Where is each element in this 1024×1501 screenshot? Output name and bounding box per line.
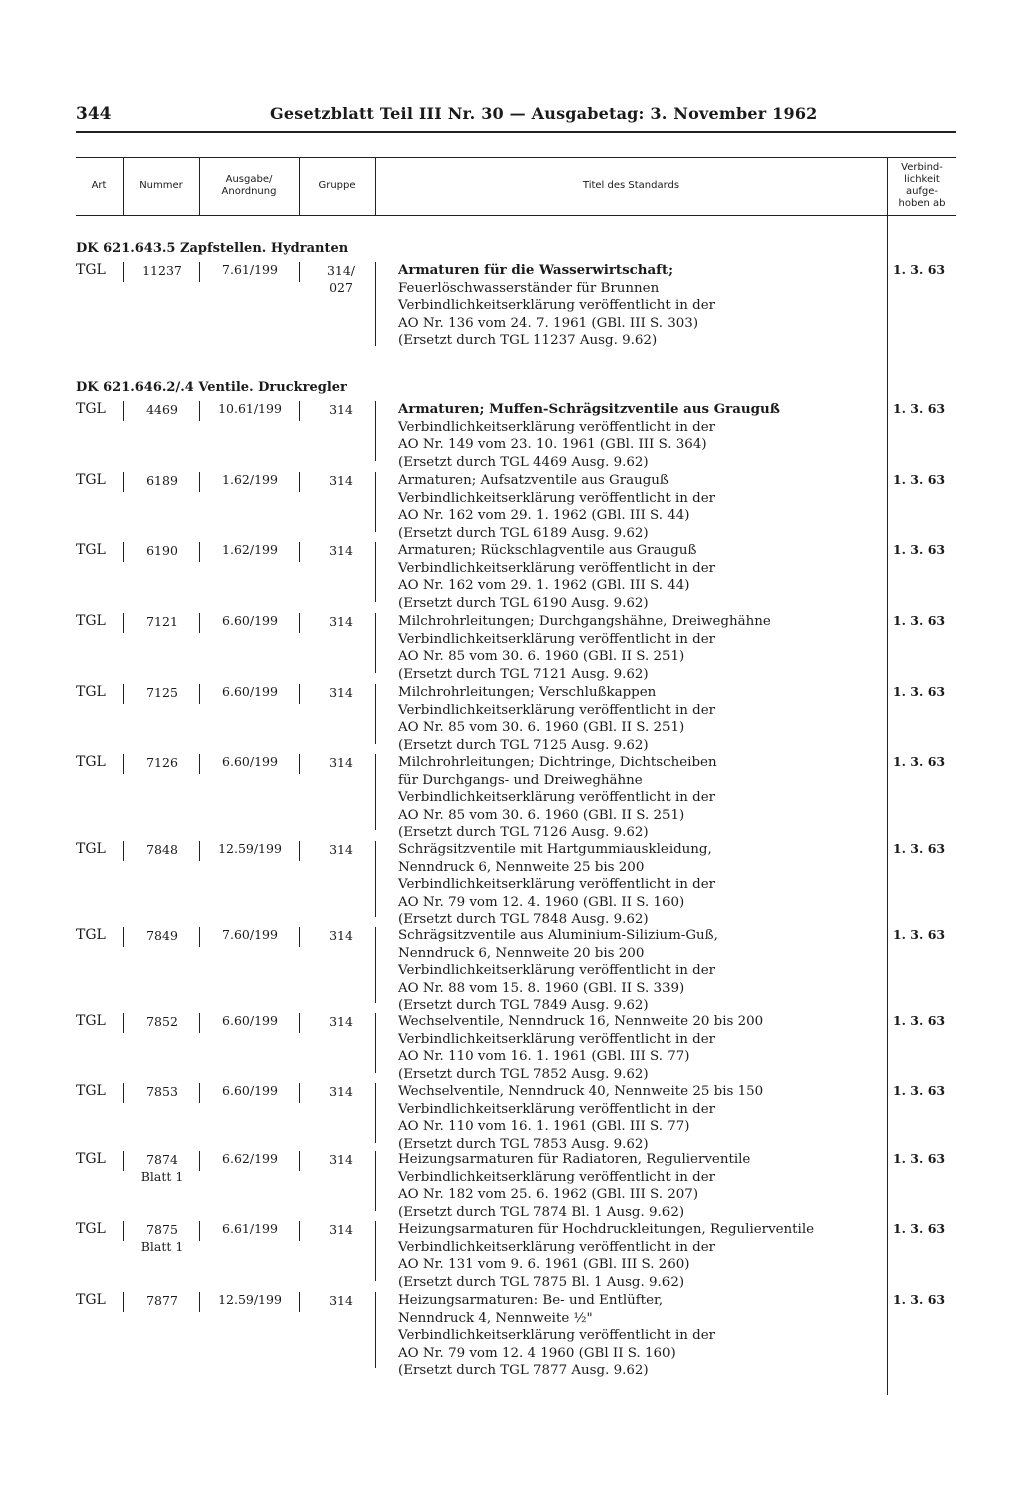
cell-divider (375, 927, 376, 1003)
cell-ausgabe: 6.60/199 (222, 684, 278, 699)
cell-art: TGL (76, 542, 106, 558)
cell-art: TGL (76, 472, 106, 488)
cell-divider (299, 472, 300, 492)
cell-art: TGL (76, 927, 106, 943)
cell-divider (299, 927, 300, 947)
nummer-value: 7853 (146, 1084, 178, 1099)
gruppe-value: 314/ (326, 263, 356, 278)
cell-ausgabe: 1.62/199 (222, 542, 278, 557)
cell-divider (375, 401, 376, 461)
cell-divider (123, 754, 124, 774)
nummer-value: 7852 (146, 1014, 178, 1029)
cell-divider (299, 262, 300, 282)
titel-line: AO Nr. 85 vom 30. 6. 1960 (GBl. II S. 251) (398, 720, 685, 735)
nummer-value: 7121 (146, 614, 178, 629)
cell-gruppe (306, 613, 376, 630)
cell-ausgabe: 12.59/199 (218, 1292, 282, 1307)
titel-line: Verbindlichkeitserklärung veröffentlicht in der (398, 1328, 716, 1343)
cell-divider (123, 1292, 124, 1312)
cell-divider (299, 542, 300, 562)
cell-gruppe (306, 684, 376, 701)
titel-line: Feuerlöschwasserständer für Brunnen (398, 280, 660, 296)
page-header (76, 104, 956, 130)
gruppe-value: 314 (329, 842, 353, 857)
cell-aufgehoben-ab: 1. 3. 63 (892, 1013, 946, 1028)
cell-aufgehoben-ab: 1. 3. 63 (892, 542, 946, 557)
gruppe-value: 314 (329, 1293, 353, 1308)
titel-line: Verbindlichkeitserklärung veröffentlicht in der (398, 419, 716, 435)
cell-art: TGL (76, 1221, 106, 1237)
titel-line: (Ersetzt durch TGL 11237 Ausg. 9.62) (398, 333, 658, 348)
titel-line: (Ersetzt durch TGL 7848 Ausg. 9.62) (398, 912, 649, 927)
section-heading: DK 621.646.2/.4 Ventile. Druckregler (76, 380, 347, 395)
gruppe-value: 314 (329, 614, 353, 629)
cell-art: TGL (76, 613, 106, 629)
titel-line: Armaturen; Rückschlagventile aus Grauguß (398, 543, 697, 558)
titel-line: (Ersetzt durch TGL 7126 Ausg. 9.62) (398, 825, 649, 840)
titel-line: AO Nr. 162 vom 29. 1. 1962 (GBl. III S. 44) (398, 508, 690, 523)
titel-line: Armaturen; Muffen-Schrägsitzventile aus Grauguß (398, 401, 780, 417)
titel-line: (Ersetzt durch TGL 7874 Bl. 1 Ausg. 9.62) (398, 1204, 685, 1220)
cell-art: TGL (76, 1013, 106, 1029)
header-rule (76, 131, 956, 133)
cell-divider (299, 613, 300, 633)
cell-divider (199, 1221, 200, 1241)
cell-gruppe (306, 754, 376, 771)
nummer-value: 7125 (146, 685, 178, 700)
cell-nummer (126, 1221, 198, 1255)
titel-line: AO Nr. 79 vom 12. 4. 1960 (GBl. II S. 160) (398, 894, 685, 910)
col-titel-header: Titel des Standards (582, 180, 680, 191)
gruppe-sub: 027 (329, 280, 353, 295)
titel-line: (Ersetzt durch TGL 4469 Ausg. 9.62) (398, 454, 649, 470)
cell-divider (375, 684, 376, 744)
nummer-value: 7126 (146, 755, 178, 770)
titel-line: Verbindlichkeitserklärung veröffentlicht in der (398, 702, 716, 718)
titel-line: Milchrohrleitungen; Verschlußkappen (398, 685, 657, 700)
nummer-blatt: Blatt 1 (140, 1169, 184, 1184)
titel-line: AO Nr. 88 vom 15. 8. 1960 (GBl. II S. 339) (398, 980, 685, 996)
cell-titel (398, 542, 898, 612)
cell-divider (299, 1151, 300, 1171)
titel-line: Heizungsarmaturen für Hochdruckleitungen, Regulierventile (398, 1222, 815, 1237)
titel-line: Verbindlichkeitserklärung veröffentlicht in der (398, 1101, 716, 1117)
cell-titel (398, 841, 898, 929)
cell-divider (299, 1292, 300, 1312)
titel-line: (Ersetzt durch TGL 7125 Ausg. 9.62) (398, 737, 649, 753)
cell-gruppe (306, 1083, 376, 1100)
nummer-value: 11237 (142, 263, 182, 278)
cell-gruppe (306, 927, 376, 944)
cell-aufgehoben-ab: 1. 3. 63 (892, 401, 946, 416)
section-heading: DK 621.643.5 Zapfstellen. Hydranten (76, 241, 349, 256)
cell-gruppe (306, 1221, 376, 1238)
col-gruppe-header: Gruppe (318, 180, 356, 191)
gruppe-value: 314 (329, 1222, 353, 1237)
cell-gruppe (306, 262, 376, 296)
cell-titel (398, 1221, 898, 1291)
page-number: 344 (76, 104, 112, 124)
cell-divider (375, 1221, 376, 1281)
cell-divider (123, 1151, 124, 1171)
titel-line: AO Nr. 131 vom 9. 6. 1961 (GBl. III S. 260) (398, 1257, 690, 1272)
cell-aufgehoben-ab: 1. 3. 63 (892, 1221, 946, 1236)
cell-titel (398, 401, 898, 471)
cell-nummer (126, 542, 198, 559)
cell-ausgabe: 6.61/199 (222, 1221, 278, 1236)
cell-titel (398, 684, 898, 754)
nummer-value: 6189 (146, 473, 178, 488)
cell-aufgehoben-ab: 1. 3. 63 (892, 472, 946, 487)
cell-titel (398, 1292, 898, 1380)
cell-divider (123, 542, 124, 562)
cell-gruppe (306, 1151, 376, 1168)
nummer-value: 7849 (146, 928, 178, 943)
titel-line: Nenndruck 4, Nennweite ½" (398, 1310, 593, 1326)
col-ausgabe-header: Ausgabe/ Anordnung (221, 174, 277, 197)
titel-line: Wechselventile, Nenndruck 16, Nennweite 20 bis 200 (398, 1014, 764, 1029)
cell-nummer (126, 841, 198, 858)
titel-line: Verbindlichkeitserklärung veröffentlicht in der (398, 490, 716, 506)
cell-divider (375, 472, 376, 532)
cell-divider (299, 1013, 300, 1033)
cell-gruppe (306, 1013, 376, 1030)
titel-line: (Ersetzt durch TGL 7877 Ausg. 9.62) (398, 1363, 649, 1378)
cell-gruppe (306, 542, 376, 559)
titel-line: Verbindlichkeitserklärung veröffentlicht in der (398, 877, 716, 892)
cell-ausgabe: 7.60/199 (222, 927, 278, 942)
titel-line: Heizungsarmaturen: Be- und Entlüfter, (398, 1293, 664, 1308)
cell-art: TGL (76, 1292, 106, 1308)
cell-divider (299, 401, 300, 421)
cell-divider (123, 472, 124, 492)
titel-line: (Ersetzt durch TGL 7852 Ausg. 9.62) (398, 1066, 649, 1082)
nummer-value: 7874 (146, 1152, 178, 1167)
titel-line: (Ersetzt durch TGL 7849 Ausg. 9.62) (398, 998, 649, 1013)
cell-divider (123, 684, 124, 704)
titel-line: Verbindlichkeitserklärung veröffentlicht in der (398, 1031, 716, 1047)
table-head-rule (76, 215, 956, 216)
cell-titel (398, 262, 898, 350)
nummer-value: 7848 (146, 842, 178, 857)
cell-aufgehoben-ab: 1. 3. 63 (892, 841, 946, 856)
cell-art: TGL (76, 1083, 106, 1099)
cell-divider (299, 1083, 300, 1103)
cell-divider (375, 1292, 376, 1368)
cell-divider (199, 1151, 200, 1171)
titel-line: AO Nr. 149 vom 23. 10. 1961 (GBl. III S. 364) (398, 437, 707, 452)
col-art-header: Art (91, 180, 107, 191)
cell-divider (299, 754, 300, 774)
cell-divider (123, 401, 124, 421)
cell-art: TGL (76, 401, 106, 417)
cell-titel (398, 754, 898, 842)
cell-nummer (126, 262, 198, 279)
titel-line: Wechselventile, Nenndruck 40, Nennweite 25 bis 150 (398, 1084, 764, 1099)
titel-line: (Ersetzt durch TGL 7853 Ausg. 9.62) (398, 1136, 649, 1152)
titel-line: AO Nr. 182 vom 25. 6. 1962 (GBl. III S. 207) (398, 1187, 699, 1202)
cell-divider (199, 542, 200, 562)
nummer-value: 7877 (146, 1293, 178, 1308)
gruppe-value: 314 (329, 1014, 353, 1029)
cell-divider (299, 684, 300, 704)
titel-line: Milchrohrleitungen; Dichtringe, Dichtscheiben (398, 755, 717, 770)
titel-line: Verbindlichkeitserklärung veröffentlicht in der (398, 1169, 716, 1185)
titel-line: Heizungsarmaturen für Radiatoren, Regulierventile (398, 1152, 751, 1167)
titel-line: Verbindlichkeitserklärung veröffentlicht in der (398, 298, 716, 313)
cell-nummer (126, 754, 198, 771)
cell-aufgehoben-ab: 1. 3. 63 (892, 1083, 946, 1098)
titel-line: Verbindlichkeitserklärung veröffentlicht in der (398, 790, 716, 805)
gruppe-value: 314 (329, 685, 353, 700)
nummer-blatt: Blatt 1 (140, 1239, 184, 1254)
cell-nummer (126, 684, 198, 701)
cell-nummer (126, 1292, 198, 1309)
titel-line: (Ersetzt durch TGL 6189 Ausg. 9.62) (398, 525, 649, 541)
gruppe-value: 314 (329, 402, 353, 417)
cell-divider (123, 841, 124, 861)
cell-ausgabe: 6.60/199 (222, 754, 278, 769)
cell-titel (398, 613, 898, 683)
cell-divider (199, 841, 200, 861)
cell-ausgabe: 12.59/199 (218, 841, 282, 856)
cell-ausgabe: 7.61/199 (222, 262, 278, 277)
titel-line: Milchrohrleitungen; Durchgangshähne, Dreiweghähne (398, 614, 771, 629)
titel-line: Schrägsitzventile aus Aluminium-Silizium-Guß, (398, 928, 718, 943)
titel-line: Verbindlichkeitserklärung veröffentlicht in der (398, 963, 716, 978)
cell-titel (398, 1013, 898, 1083)
cell-nummer (126, 1013, 198, 1030)
cell-divider (123, 1083, 124, 1103)
titel-line: Verbindlichkeitserklärung veröffentlicht in der (398, 1239, 716, 1255)
cell-divider (199, 472, 200, 492)
cell-divider (199, 262, 200, 282)
cell-divider (199, 401, 200, 421)
cell-divider (123, 262, 124, 282)
cell-divider (375, 613, 376, 673)
cell-titel (398, 927, 898, 1015)
cell-ausgabe: 10.61/199 (218, 401, 282, 416)
cell-divider (375, 1013, 376, 1073)
titel-line: für Durchgangs- und Dreiweghähne (398, 772, 643, 788)
cell-divider (123, 613, 124, 633)
cell-aufgehoben-ab: 1. 3. 63 (892, 684, 946, 699)
cell-titel (398, 1151, 898, 1221)
nummer-value: 7875 (146, 1222, 178, 1237)
cell-divider (199, 754, 200, 774)
cell-divider (299, 841, 300, 861)
titel-line: Nenndruck 6, Nennweite 20 bis 200 (398, 945, 645, 961)
gruppe-value: 314 (329, 755, 353, 770)
cell-aufgehoben-ab: 1. 3. 63 (892, 262, 946, 277)
gruppe-value: 314 (329, 1084, 353, 1099)
cell-nummer (126, 1151, 198, 1185)
cell-aufgehoben-ab: 1. 3. 63 (892, 754, 946, 769)
cell-ausgabe: 1.62/199 (222, 472, 278, 487)
cell-gruppe (306, 841, 376, 858)
titel-line: (Ersetzt durch TGL 7121 Ausg. 9.62) (398, 666, 649, 682)
cell-ausgabe: 6.60/199 (222, 613, 278, 628)
cell-divider (299, 1221, 300, 1241)
titel-line: AO Nr. 162 vom 29. 1. 1962 (GBl. III S. 44) (398, 578, 690, 593)
cell-divider (199, 1013, 200, 1033)
titel-line: AO Nr. 85 vom 30. 6. 1960 (GBl. II S. 251) (398, 807, 685, 823)
cell-divider (123, 927, 124, 947)
titel-line: Verbindlichkeitserklärung veröffentlicht in der (398, 560, 716, 576)
cell-ausgabe: 6.60/199 (222, 1013, 278, 1028)
gruppe-value: 314 (329, 473, 353, 488)
cell-divider (199, 613, 200, 633)
cell-art: TGL (76, 754, 106, 770)
cell-art: TGL (76, 684, 106, 700)
gruppe-value: 314 (329, 1152, 353, 1167)
titel-line: Verbindlichkeitserklärung veröffentlicht in der (398, 631, 716, 647)
cell-divider (375, 262, 376, 346)
cell-art: TGL (76, 262, 106, 278)
titel-line: Nenndruck 6, Nennweite 25 bis 200 (398, 859, 645, 875)
cell-aufgehoben-ab: 1. 3. 63 (892, 927, 946, 942)
titel-line: Schrägsitzventile mit Hartgummiauskleidung, (398, 842, 712, 857)
cell-art: TGL (76, 1151, 106, 1167)
cell-nummer (126, 401, 198, 418)
cell-divider (375, 841, 376, 917)
cell-ausgabe: 6.60/199 (222, 1083, 278, 1098)
cell-titel (398, 472, 898, 542)
cell-nummer (126, 472, 198, 489)
nummer-value: 6190 (146, 543, 178, 558)
cell-divider (199, 1292, 200, 1312)
cell-gruppe (306, 1292, 376, 1309)
cell-divider (375, 1083, 376, 1143)
col-verbindlichkeit-header: Verbind- lichkeit aufge- hoben ab (898, 162, 946, 209)
cell-divider (199, 1083, 200, 1103)
cell-nummer (126, 613, 198, 630)
titel-line: Armaturen; Aufsatzventile aus Grauguß (398, 473, 669, 488)
cell-gruppe (306, 472, 376, 489)
cell-gruppe (306, 401, 376, 418)
gruppe-value: 314 (329, 543, 353, 558)
cell-divider (375, 754, 376, 830)
titel-line: AO Nr. 79 vom 12. 4 1960 (GBl II S. 160) (398, 1345, 676, 1361)
titel-line: AO Nr. 110 vom 16. 1. 1961 (GBl. III S. 77) (398, 1119, 690, 1134)
cell-aufgehoben-ab: 1. 3. 63 (892, 1151, 946, 1166)
titel-line: (Ersetzt durch TGL 7875 Bl. 1 Ausg. 9.62) (398, 1274, 685, 1290)
cell-divider (375, 542, 376, 602)
titel-line: Armaturen für die Wasserwirtschaft; (398, 262, 674, 278)
titel-line: (Ersetzt durch TGL 6190 Ausg. 9.62) (398, 595, 649, 611)
cell-ausgabe: 6.62/199 (222, 1151, 278, 1166)
nummer-value: 4469 (146, 402, 178, 417)
cell-nummer (126, 1083, 198, 1100)
cell-divider (123, 1013, 124, 1033)
gruppe-value: 314 (329, 928, 353, 943)
titel-line: AO Nr. 85 vom 30. 6. 1960 (GBl. II S. 251) (398, 649, 685, 664)
cell-art: TGL (76, 841, 106, 857)
cell-divider (375, 1151, 376, 1211)
col-nummer-header: Nummer (139, 180, 183, 191)
cell-divider (199, 927, 200, 947)
cell-divider (199, 684, 200, 704)
running-title: Gesetzblatt Teil III Nr. 30 — Ausgabetag: 3. November 1962 (270, 104, 818, 123)
cell-titel (398, 1083, 898, 1153)
cell-aufgehoben-ab: 1. 3. 63 (892, 613, 946, 628)
cell-aufgehoben-ab: 1. 3. 63 (892, 1292, 946, 1307)
titel-line: AO Nr. 136 vom 24. 7. 1961 (GBl. III S. 303) (398, 315, 699, 331)
titel-line: AO Nr. 110 vom 16. 1. 1961 (GBl. III S. 77) (398, 1049, 690, 1064)
cell-nummer (126, 927, 198, 944)
cell-divider (123, 1221, 124, 1241)
